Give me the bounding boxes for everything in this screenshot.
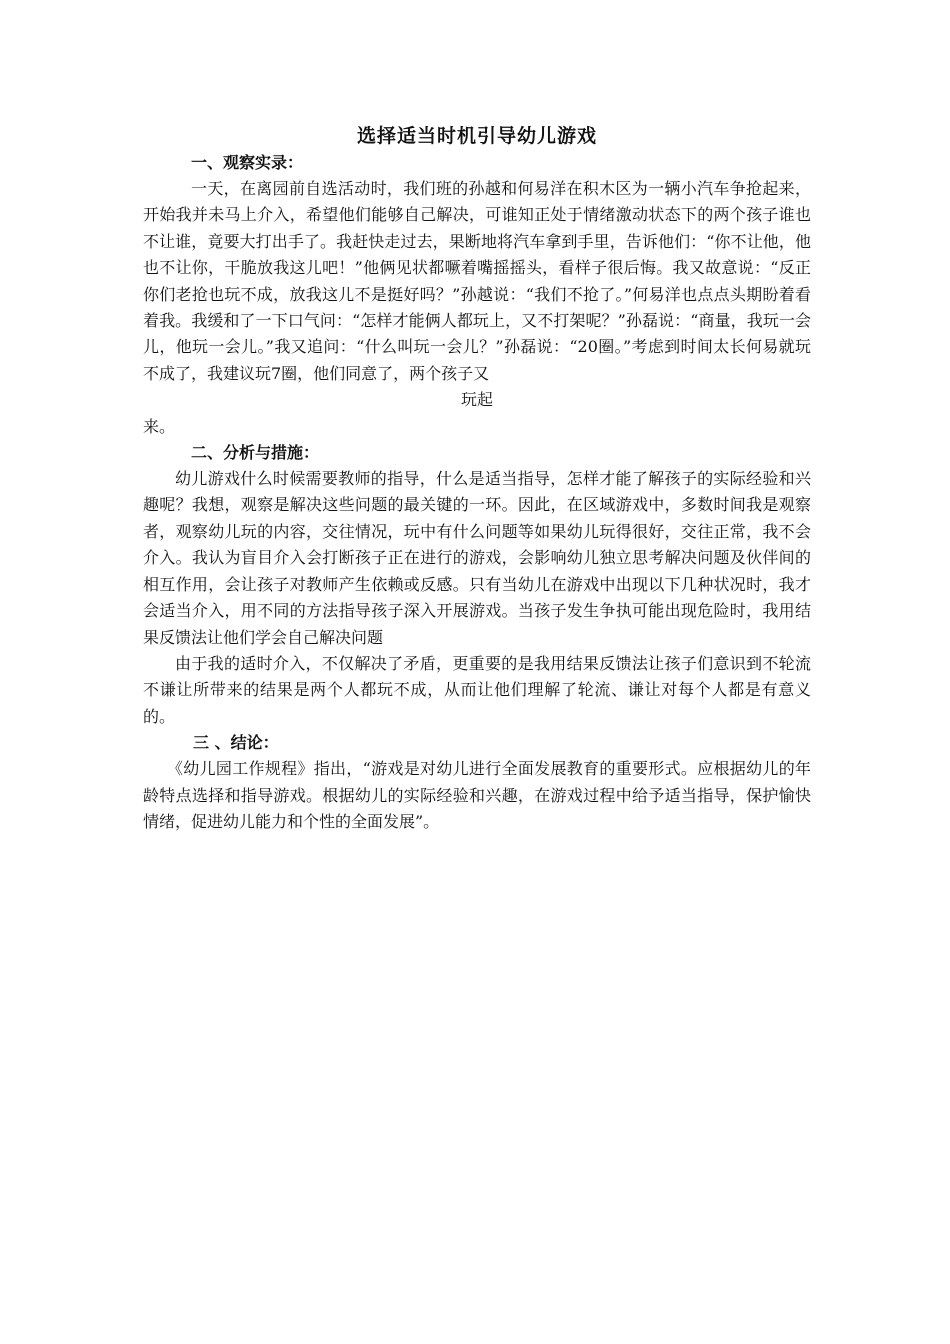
observation-continuation-line-1: 玩起 [460, 390, 493, 410]
document-body [143, 122, 811, 835]
section-heading-observation: 一、观察实录： [191, 153, 304, 172]
section-heading-conclusion: 三 、结论： [193, 733, 279, 753]
analysis-paragraph-1: 幼儿游戏什么时候需要教师的指导，什么是适当指导，怎样才能了解孩子的实际经验和兴趣呢？我想，观察是解决这些问题的最关键的一环。因此，在区域游戏中，多数时间我是观察者，观察幼儿玩的内容，交往情况，玩中有什么问题等如果幼儿玩得很好，交往正常，我不会介入。我认为盲目介入会打断孩子正在进行的游戏，会影响幼儿独立思考解决问题及伙伴间的相互作用，会让孩子对教师产生依赖或反感。只有当幼儿在游戏中出现以下几种状况时，我才会适当介入，用不同的方法指导孩子深入开展游戏。当孩子发生争执可能出现危险时，我用结果反馈法让他们学会自己解决问题 [143, 469, 811, 647]
analysis-paragraph-2: 由于我的适时介入，不仅解决了矛盾，更重要的是我用结果反馈法让孩子们意识到不轮流不谦让所带来的结果是两个人都玩不成，从而让他们理解了轮流、谦让对每个人都是有意义的。 [143, 653, 811, 726]
observation-continuation [143, 387, 811, 440]
section-heading-analysis: 二、分析与措施： [191, 443, 320, 463]
document-title: 选择适当时机引导幼儿游戏 [356, 125, 597, 147]
observation-continuation-line-2: 来。 [143, 416, 176, 436]
observation-paragraph: 一天，在离园前自选活动时，我们班的孙越和何易洋在积木区为一辆小汽车争抢起来，开始我并未马上介入，希望他们能够自己解决，可谁知正处于情绪激动状态下的两个孩子谁也不让谁，竟要大打出手了。我赶快走过去，果断地将汽车拿到手里，告诉他们：“你不让他，他也不让你，干脆放我这儿吧！”他俩见状都噘着嘴摇摇头，看样子很后悔。我又故意说：“反正你们老抢也玩不成，放我这儿不是挺好吗？”孙越说：“我们不抢了。”何易洋也点点头期盼着看着我。我缓和了一下口气问：“怎样才能俩人都玩上，又不打架呢？”孙磊说：“商量，我玩一会儿，他玩一会儿。”我又追问：“什么叫玩一会儿？”孙磊说：“20圈。”考虑到时间太长何易就玩不成了，我建议玩7圈，他们同意了，两个孩子又 [143, 179, 811, 383]
conclusion-paragraph: 《幼儿园工作规程》指出，“游戏是对幼儿进行全面发展教育的重要形式。应根据幼儿的年龄特点选择和指导游戏。根据幼儿的实际经验和兴趣，在游戏过程中给予适当指导，保护愉快情绪，促进幼儿能力和个性的全面发展”。 [143, 759, 811, 831]
